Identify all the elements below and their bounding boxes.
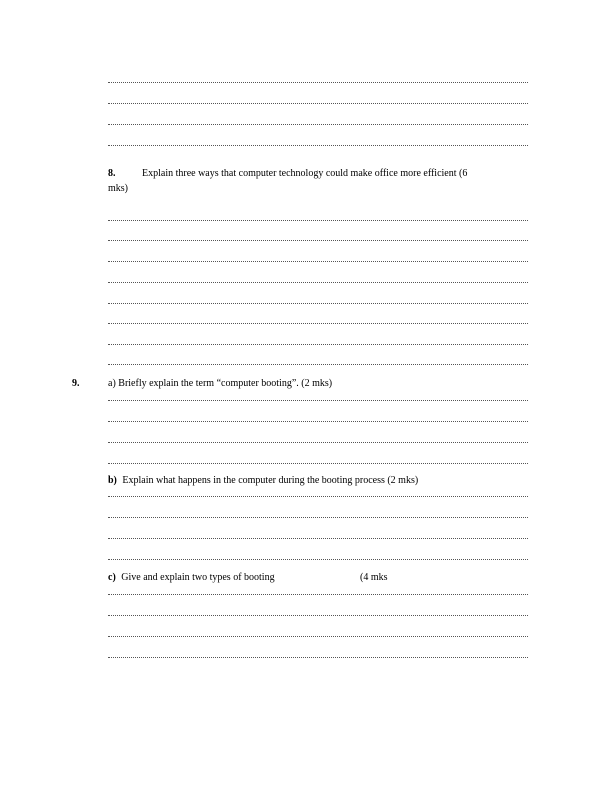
answer-line[interactable]: [108, 145, 528, 146]
subquestion-label: b): [108, 475, 117, 486]
answer-line[interactable]: [108, 496, 528, 497]
answer-line[interactable]: [108, 82, 528, 83]
answer-line[interactable]: [108, 303, 528, 304]
answer-line[interactable]: [108, 220, 528, 221]
answer-line[interactable]: [108, 442, 528, 443]
answer-line[interactable]: [108, 261, 528, 262]
answer-line[interactable]: [108, 463, 528, 464]
subquestion-label: c): [108, 572, 116, 583]
question-9-number: 9.: [72, 378, 80, 389]
answer-line[interactable]: [108, 615, 528, 616]
answer-line[interactable]: [108, 124, 528, 125]
question-continuation: mks): [108, 183, 128, 194]
answer-line[interactable]: [108, 517, 528, 518]
answer-line[interactable]: [108, 364, 528, 365]
subquestion-text: Give and explain two types of booting: [121, 572, 275, 583]
answer-line[interactable]: [108, 594, 528, 595]
question-number: 8.: [108, 168, 116, 179]
question-8: [108, 168, 467, 179]
question-text: Explain three ways that computer technology could make office more efficient (6: [142, 168, 468, 179]
answer-line[interactable]: [108, 538, 528, 539]
answer-line[interactable]: [108, 103, 528, 104]
answer-line[interactable]: [108, 344, 528, 345]
answer-line[interactable]: [108, 400, 528, 401]
question-9c-marks: (4 mks: [360, 572, 388, 583]
subquestion-text: Explain what happens in the computer during the booting process (2 mks): [122, 475, 419, 486]
question-9a: a) Briefly explain the term “computer booting”. (2 mks): [108, 378, 333, 389]
answer-line[interactable]: [108, 282, 528, 283]
answer-line[interactable]: [108, 636, 528, 637]
answer-line[interactable]: [108, 657, 528, 658]
answer-line[interactable]: [108, 421, 528, 422]
answer-line[interactable]: [108, 240, 528, 241]
answer-line[interactable]: [108, 323, 528, 324]
question-9c: [108, 572, 275, 583]
answer-line[interactable]: [108, 559, 528, 560]
question-9b: [108, 475, 418, 486]
